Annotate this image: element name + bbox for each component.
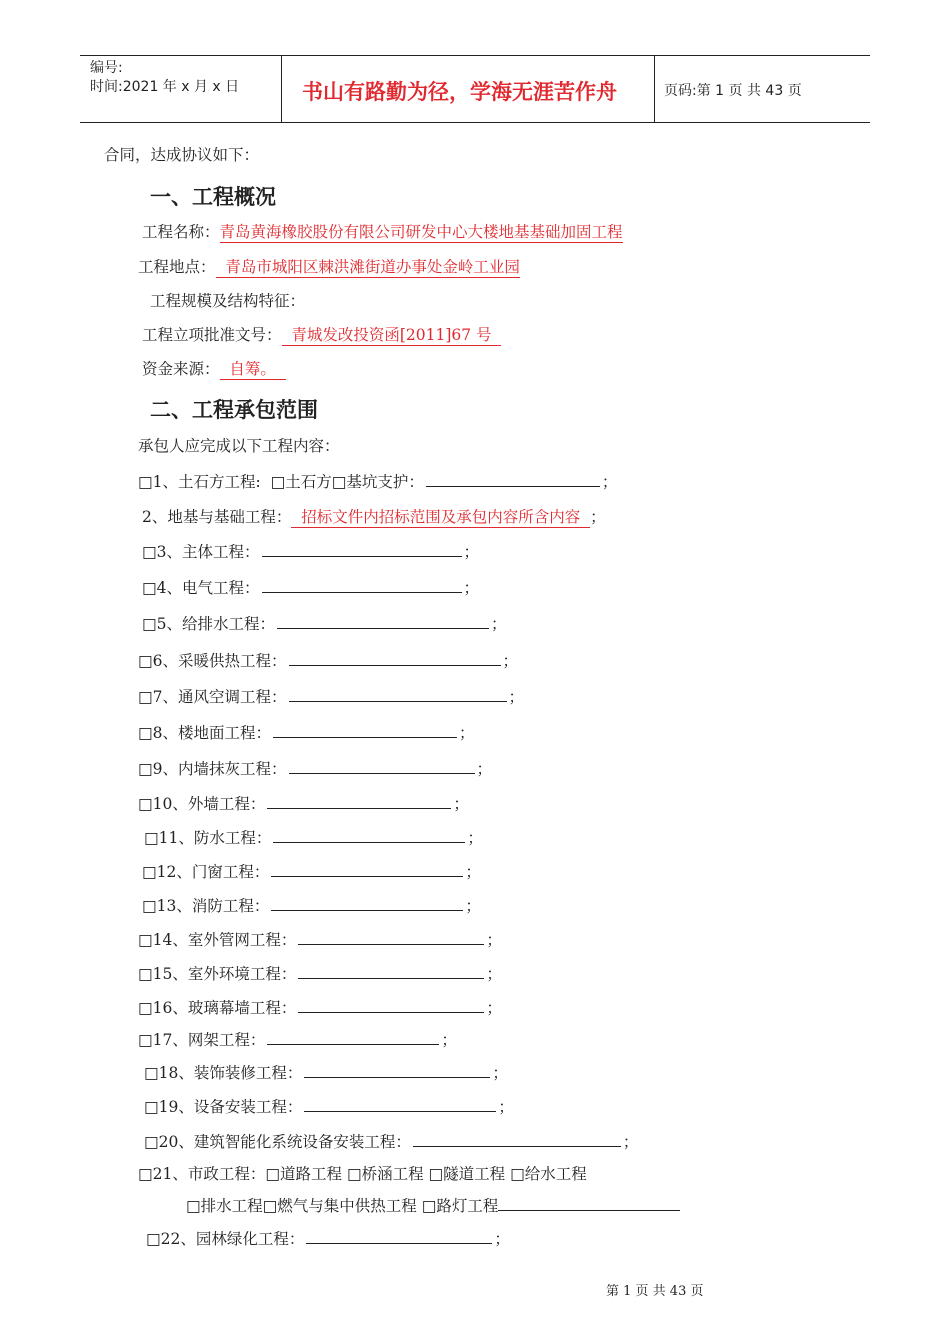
project-name-value: 青岛黄海橡胶股份有限公司研发中心大楼地基基础加固工程	[219, 223, 623, 241]
scope-item-21-line1: □21、市政工程：□道路工程 □桥涵工程 □隧道工程 □给水工程	[138, 1165, 587, 1183]
scope-item: □9、内墙抹灰工程： ；	[138, 760, 493, 778]
scope-item-label: □7、通风空调工程：	[138, 688, 287, 706]
scope-item-blank[interactable]	[271, 896, 463, 911]
project-name-row	[142, 222, 623, 242]
header-top-rule	[80, 55, 870, 56]
project-name-label: 工程名称：	[142, 223, 220, 241]
scope-item-1-label: □1、土石方工程:	[138, 473, 261, 491]
scope-item-blank[interactable]	[262, 542, 462, 557]
scope-item: □18、装饰装修工程： ；	[144, 1064, 508, 1082]
scope-item-blank[interactable]	[277, 614, 489, 629]
scope-item: □11、防水工程： ；	[144, 829, 483, 847]
scope-item-label: □6、采暖供热工程：	[138, 652, 287, 670]
scope-item: □13、消防工程： ；	[142, 897, 481, 915]
scope-item-blank[interactable]	[413, 1132, 621, 1147]
scope-item: □3、主体工程： ；	[142, 543, 480, 561]
intro-text: 合同，达成协议如下：	[104, 146, 260, 164]
scope-item-blank[interactable]	[304, 1063, 490, 1078]
scope-item-label: □10、外墙工程：	[138, 795, 266, 813]
project-location-value: 青岛市城阳区棘洪滩街道办事处金岭工业园	[216, 258, 520, 278]
scope-item-blank[interactable]	[262, 578, 462, 593]
header-time: 时间:2021 年 x 月 x 日	[90, 79, 240, 95]
scope-item-label: □3、主体工程：	[142, 543, 260, 561]
scope-item-label: □5、给排水工程：	[142, 615, 276, 633]
project-approval-label: 工程立项批准文号：	[142, 326, 282, 344]
scope-item: □8、楼地面工程： ；	[138, 724, 475, 742]
scope-item: □14、室外管网工程： ；	[138, 931, 502, 949]
scope-item-label: □12、门窗工程：	[142, 863, 270, 881]
scope-item-21-line2: □排水工程□燃气与集中供热工程 □路灯工程	[186, 1196, 682, 1216]
header-motto: 书山有路勤为径，学海无涯苦作舟	[302, 80, 617, 104]
scope-item-blank[interactable]	[298, 964, 484, 979]
scope-item-label: □18、装饰装修工程：	[144, 1064, 303, 1082]
scope-item-blank[interactable]	[273, 828, 465, 843]
scope-item-blank[interactable]	[273, 723, 457, 738]
section2-title: 二、工程承包范围	[150, 398, 318, 422]
scope-item-label: □4、电气工程：	[142, 579, 260, 597]
scope-item-label: □9、内墙抹灰工程：	[138, 760, 287, 778]
scope-item-1: □1、土石方工程: □土石方□基坑支护： ；	[138, 473, 618, 491]
fund-source-row	[142, 359, 286, 379]
scope-item: □19、设备安装工程： ；	[144, 1098, 514, 1116]
header-code: 编号:	[90, 60, 123, 76]
scope-item-22-blank[interactable]	[306, 1229, 492, 1244]
scope-item: □6、采暖供热工程： ；	[138, 652, 519, 670]
scope-item-blank[interactable]	[304, 1097, 496, 1112]
scope-item-label: □14、室外管网工程：	[138, 931, 297, 949]
scope-item-2-value: 招标文件内招标范围及承包内容所含内容	[291, 508, 590, 528]
scope-item-label: □8、楼地面工程：	[138, 724, 272, 742]
scope-item-blank[interactable]	[267, 1030, 439, 1045]
scope-item-blank[interactable]	[298, 930, 484, 945]
scope-item: □16、玻璃幕墙工程： ；	[138, 999, 502, 1017]
project-location-row	[138, 257, 520, 277]
scope-item-21-blank[interactable]	[498, 1196, 680, 1211]
header-page: 页码:第 1 页 共 43 页	[664, 83, 802, 99]
scope-item-label: □19、设备安装工程：	[144, 1098, 303, 1116]
scope-item-22: □22、园林绿化工程： ；	[146, 1230, 510, 1248]
scope-lead: 承包人应完成以下工程内容：	[138, 437, 340, 455]
scope-item-blank[interactable]	[289, 687, 507, 702]
scope-item: □4、电气工程： ；	[142, 579, 480, 597]
fund-source-value: 自筹。	[220, 360, 286, 380]
scope-item: □7、通风空调工程： ；	[138, 688, 525, 706]
scope-item-1-blank[interactable]	[426, 472, 600, 487]
scope-item-blank[interactable]	[298, 998, 484, 1013]
scope-item: □10、外墙工程： ；	[138, 795, 469, 813]
scope-item: □5、给排水工程： ；	[142, 615, 507, 633]
scope-item: □17、网架工程： ；	[138, 1031, 457, 1049]
scope-item-blank[interactable]	[267, 794, 451, 809]
scope-item-label: □15、室外环境工程：	[138, 965, 297, 983]
scope-item-label: □11、防水工程：	[144, 829, 272, 847]
scope-item-blank[interactable]	[271, 862, 463, 877]
scope-item: □12、门窗工程： ；	[142, 863, 481, 881]
scope-item-blank[interactable]	[289, 759, 475, 774]
scope-item-2: 2、地基与基础工程： 招标文件内招标范围及承包内容所含内容 ；	[142, 508, 606, 526]
scope-item-label: □16、玻璃幕墙工程：	[138, 999, 297, 1017]
scope-item-1-sub: □土石方□基坑支护：	[270, 473, 424, 491]
scope-item-2-label: 2、地基与基础工程：	[142, 508, 292, 526]
project-approval-row	[142, 325, 501, 345]
scope-item: □15、室外环境工程： ；	[138, 965, 502, 983]
scope-item: □20、建筑智能化系统设备安装工程： ；	[144, 1133, 639, 1151]
project-approval-value: 青城发改投资函[2011]67 号	[282, 326, 502, 346]
header-bottom-rule	[80, 122, 870, 123]
scope-item-label: □17、网架工程：	[138, 1031, 266, 1049]
scope-item-label: □13、消防工程：	[142, 897, 270, 915]
fund-source-label: 资金来源：	[142, 360, 220, 378]
header-divider-left	[281, 55, 282, 122]
header-divider-right	[654, 55, 655, 122]
project-scale-row: 工程规模及结构特征：	[150, 292, 306, 310]
scope-item-label: □20、建筑智能化系统设备安装工程：	[144, 1133, 411, 1151]
scope-item-blank[interactable]	[289, 651, 501, 666]
page-footer: 第 1 页 共 43 页	[606, 1284, 704, 1299]
project-location-label: 工程地点：	[138, 258, 216, 276]
section1-title: 一、工程概况	[150, 185, 276, 209]
